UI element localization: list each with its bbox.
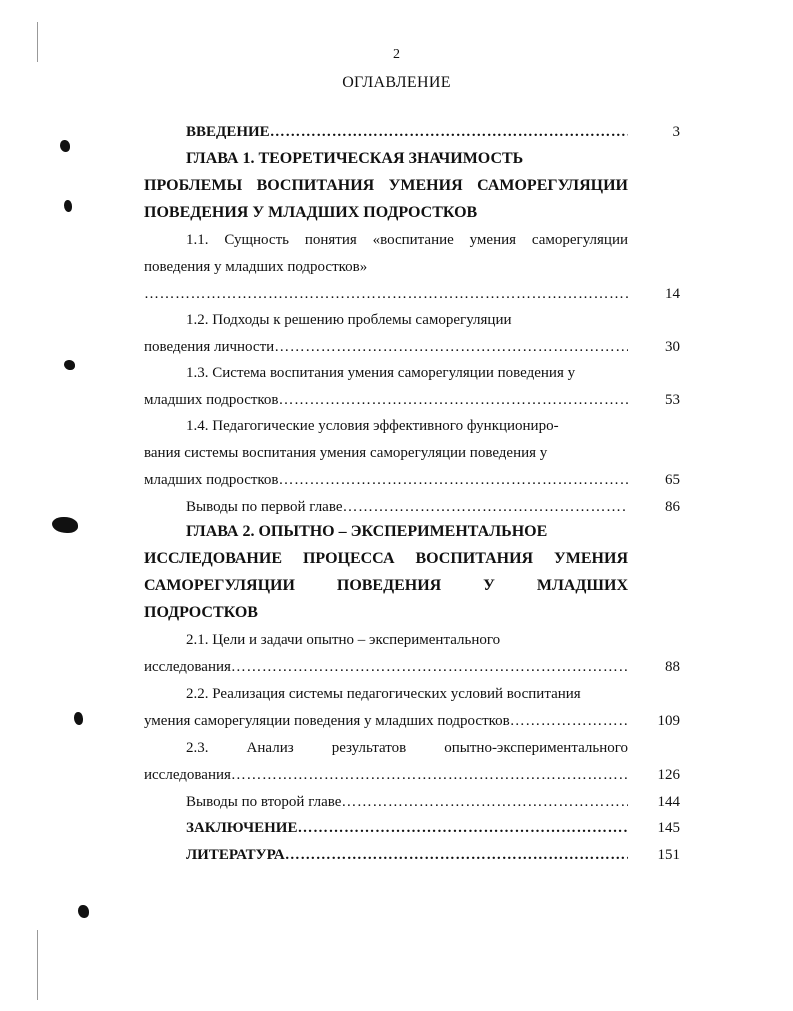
page-ref: 53: [665, 392, 680, 408]
toc-entry-1-3[interactable]: 1.3. Система воспитания умения саморегуляции поведения у: [186, 365, 576, 381]
toc-entry-1-1[interactable]: 1.1. Сущность понятия «воспитание умения саморегуляции: [186, 232, 628, 248]
chapter-2-heading[interactable]: ИССЛЕДОВАНИЕ ПРОЦЕССА ВОСПИТАНИЯ УМЕНИЯ: [144, 550, 628, 567]
toc-entry-intro[interactable]: [186, 122, 628, 142]
toc-entry-1-3[interactable]: [144, 390, 628, 410]
page-ref: 3: [672, 124, 680, 140]
page-ref: 88: [665, 659, 680, 675]
toc-entry-1-4[interactable]: вания системы воспитания умения саморегуляции поведения у: [144, 445, 548, 461]
chapter-2-heading[interactable]: ГЛАВА 2. ОПЫТНО – ЭКСПЕРИМЕНТАЛЬНОЕ: [186, 523, 548, 540]
entry-label: ЛИТЕРАТУРА: [186, 847, 285, 863]
leader-dots: [341, 792, 628, 812]
chapter-1-heading[interactable]: ПРОБЛЕМЫ ВОСПИТАНИЯ УМЕНИЯ САМОРЕГУЛЯЦИИ: [144, 177, 628, 194]
toc-entry-1-1-dots: [144, 284, 628, 304]
page-ref: 126: [657, 767, 680, 783]
chapter-2-heading[interactable]: САМОРЕГУЛЯЦИИ ПОВЕДЕНИЯ У МЛАДШИХ: [144, 577, 628, 594]
ink-blot: [74, 712, 83, 725]
toc-entry-1-2[interactable]: [144, 337, 628, 357]
entry-label: исследования: [144, 659, 231, 675]
toc-entry-2-3[interactable]: 2.3. Анализ результатов опытно-экспериментального: [186, 740, 628, 756]
entry-label: младших подростков: [144, 392, 279, 408]
ink-blot: [78, 905, 89, 918]
toc-entry-1-4[interactable]: 1.4. Педагогические условия эффективного функциониро-: [186, 418, 559, 434]
page-ref: 14: [665, 286, 680, 302]
entry-label: Выводы по первой главе: [186, 499, 343, 515]
entry-label: поведения личности: [144, 339, 275, 355]
toc-entry-2-1[interactable]: 2.1. Цели и задачи опытно – экспериментального: [186, 632, 501, 648]
chapter-1-heading[interactable]: ПОВЕДЕНИЯ У МЛАДШИХ ПОДРОСТКОВ: [144, 204, 478, 221]
page-ref: 109: [657, 713, 680, 729]
leader-dots: [231, 765, 628, 785]
ink-blot: [64, 360, 75, 370]
page-ref: 65: [665, 472, 680, 488]
ink-blot: [64, 200, 72, 212]
entry-label: Выводы по второй главе: [186, 794, 342, 810]
ink-blot: [52, 517, 78, 533]
leader-dots: [279, 390, 628, 410]
page-ref: 30: [665, 339, 680, 355]
page-ref: 151: [657, 847, 680, 863]
chapter-2-heading[interactable]: ПОДРОСТКОВ: [144, 604, 258, 621]
entry-label: ВВЕДЕНИЕ: [186, 124, 270, 140]
page-ref: 144: [657, 794, 680, 810]
leader-dots: [274, 337, 628, 357]
ink-blot: [60, 140, 70, 152]
leader-dots: [270, 122, 628, 142]
toc-entry-2-3[interactable]: [144, 765, 628, 785]
toc-entry-conclusion[interactable]: [186, 818, 628, 838]
leader-dots: [343, 497, 629, 517]
leader-dots: [231, 657, 628, 677]
entry-label: ЗАКЛЮЧЕНИЕ: [186, 820, 298, 836]
leader-dots: [144, 284, 628, 304]
toc-entry-1-2[interactable]: 1.2. Подходы к решению проблемы саморегуляции: [186, 312, 512, 328]
leader-dots: [297, 818, 628, 838]
toc-entry-literature[interactable]: [186, 845, 628, 865]
leader-dots: [285, 845, 628, 865]
leader-dots: [279, 470, 628, 490]
toc-entry-2-2[interactable]: [144, 711, 628, 731]
entry-label: умения саморегуляции поведения у младших подростков: [144, 713, 510, 729]
toc-entry-conclusions-1[interactable]: [186, 497, 628, 517]
scan-edge-line: [37, 930, 38, 1000]
toc-entry-2-1[interactable]: [144, 657, 628, 677]
entry-label: исследования: [144, 767, 231, 783]
toc-title: ОГЛАВЛЕНИЕ: [342, 74, 451, 91]
leader-dots: [510, 711, 628, 731]
page-ref: 145: [657, 820, 680, 836]
chapter-1-heading[interactable]: ГЛАВА 1. ТЕОРЕТИЧЕСКАЯ ЗНАЧИМОСТЬ: [186, 150, 524, 167]
toc-entry-conclusions-2[interactable]: [186, 792, 628, 812]
entry-label: младших подростков: [144, 472, 279, 488]
toc-entry-1-1[interactable]: поведения у младших подростков»: [144, 259, 368, 275]
toc-entry-1-4[interactable]: [144, 470, 628, 490]
toc-entry-2-2[interactable]: 2.2. Реализация системы педагогических условий воспитания: [186, 686, 581, 702]
page-number: 2: [393, 47, 400, 62]
page-ref: 86: [665, 499, 680, 515]
